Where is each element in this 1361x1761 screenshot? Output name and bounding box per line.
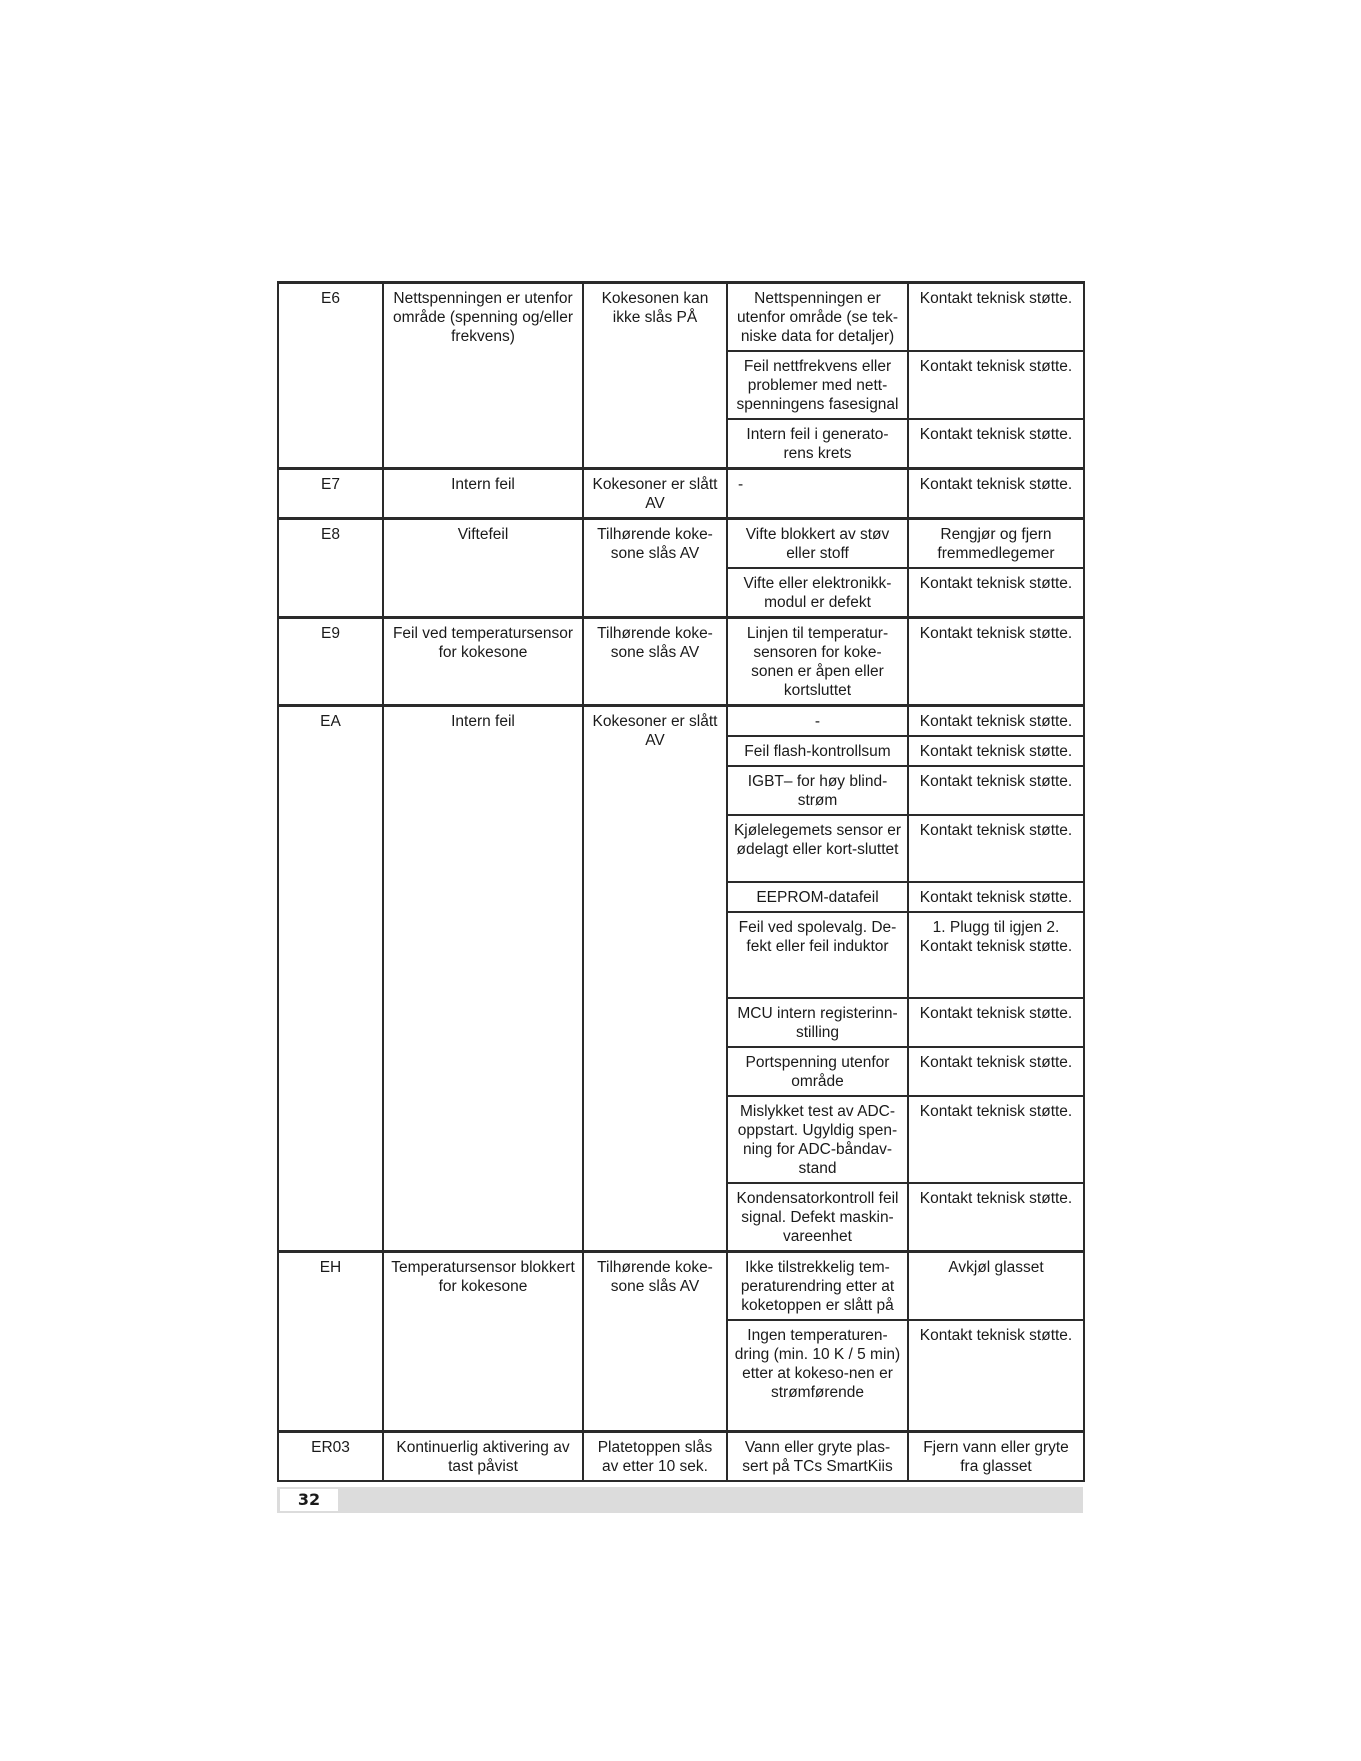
remedy-cell: Kontakt teknisk støtte. [908,1320,1084,1432]
table-row [278,469,1084,519]
error-code-cell: E6 [278,283,383,469]
remedy-cell: Kontakt teknisk støtte. [908,766,1084,815]
cause-cell: Vifte eller elektronikk-modul er defekt [727,568,908,618]
table-row [278,519,1084,569]
remedy-cell: 1. Plugg til igjen 2. Kontakt teknisk støtte. [908,912,1084,998]
table-row [278,706,1084,737]
cause-cell: Intern feil i generato-rens krets [727,419,908,469]
problem-cell: Intern feil [383,706,583,1252]
cause-cell: Feil ved spolevalg. De-fekt eller feil induktor [727,912,908,998]
table-row [278,283,1084,352]
problem-cell: Intern feil [383,469,583,519]
remedy-cell: Rengjør og fjern fremmedlegemer [908,519,1084,569]
effect-cell: Tilhørende koke-sone slås AV [583,519,727,618]
remedy-cell: Kontakt teknisk støtte. [908,1096,1084,1183]
remedy-cell: Kontakt teknisk støtte. [908,283,1084,352]
page-number: 32 [280,1489,338,1511]
remedy-cell: Kontakt teknisk støtte. [908,736,1084,766]
remedy-cell: Kontakt teknisk støtte. [908,1183,1084,1252]
cause-cell: Ikke tilstrekkelig tem-peraturendring etter at koketoppen er slått på [727,1252,908,1321]
table-row [278,618,1084,706]
cause-cell: Vifte blokkert av støv eller stoff [727,519,908,569]
cause-cell: Kondensatorkontroll feil signal. Defekt maskin-vareenhet [727,1183,908,1252]
remedy-cell: Kontakt teknisk støtte. [908,469,1084,519]
cause-cell: IGBT– for høy blind-strøm [727,766,908,815]
effect-cell: Kokesoner er slått AV [583,706,727,1252]
error-code-table [277,281,1085,1482]
table-row [278,1432,1084,1482]
effect-cell: Kokesoner er slått AV [583,469,727,519]
footer-bar [277,1487,1083,1513]
remedy-cell: Kontakt teknisk støtte. [908,1047,1084,1096]
error-code-cell: EA [278,706,383,1252]
error-code-cell: EH [278,1252,383,1432]
cause-cell: MCU intern registerinn-stilling [727,998,908,1047]
cause-cell: - [727,706,908,737]
cause-cell: Linjen til temperatur-sensoren for koke-sonen er åpen eller kortsluttet [727,618,908,706]
problem-cell: Kontinuerlig aktivering av tast påvist [383,1432,583,1482]
table-row [278,1252,1084,1321]
cause-cell: Feil nettfrekvens eller problemer med nett-spenningens fasesignal [727,351,908,419]
remedy-cell: Avkjøl glasset [908,1252,1084,1321]
cause-cell: Portspenning utenfor område [727,1047,908,1096]
effect-cell: Platetoppen slås av etter 10 sek. [583,1432,727,1482]
error-code-cell: ER03 [278,1432,383,1482]
cause-cell: Vann eller gryte plas-sert på TCs SmartKiis [727,1432,908,1482]
effect-cell: Tilhørende koke-sone slås AV [583,1252,727,1432]
problem-cell: Nettspenningen er utenfor område (spenning og/eller frekvens) [383,283,583,469]
remedy-cell: Kontakt teknisk støtte. [908,618,1084,706]
problem-cell: Temperatursensor blokkert for kokesone [383,1252,583,1432]
remedy-cell: Kontakt teknisk støtte. [908,419,1084,469]
remedy-cell: Kontakt teknisk støtte. [908,568,1084,618]
cause-cell: Mislykket test av ADC-oppstart. Ugyldig spen-ning for ADC-båndav-stand [727,1096,908,1183]
cause-cell: Feil flash-kontrollsum [727,736,908,766]
cause-cell: Kjølelegemets sensor er ødelagt eller kort-sluttet [727,815,908,882]
remedy-cell: Kontakt teknisk støtte. [908,815,1084,882]
cause-cell: - [727,469,908,519]
cause-cell: Nettspenningen er utenfor område (se tek-niske data for detaljer) [727,283,908,352]
error-code-cell: E7 [278,469,383,519]
remedy-cell: Kontakt teknisk støtte. [908,706,1084,737]
remedy-cell: Kontakt teknisk støtte. [908,882,1084,912]
remedy-cell: Fjern vann eller gryte fra glasset [908,1432,1084,1482]
effect-cell: Kokesonen kan ikke slås PÅ [583,283,727,469]
cause-cell: EEPROM-datafeil [727,882,908,912]
problem-cell: Feil ved temperatursensor for kokesone [383,618,583,706]
cause-cell: Ingen temperaturen-dring (min. 10 K / 5 min) etter at kokeso-nen er strømførende [727,1320,908,1432]
error-code-cell: E8 [278,519,383,618]
remedy-cell: Kontakt teknisk støtte. [908,351,1084,419]
error-code-cell: E9 [278,618,383,706]
problem-cell: Viftefeil [383,519,583,618]
remedy-cell: Kontakt teknisk støtte. [908,998,1084,1047]
effect-cell: Tilhørende koke-sone slås AV [583,618,727,706]
